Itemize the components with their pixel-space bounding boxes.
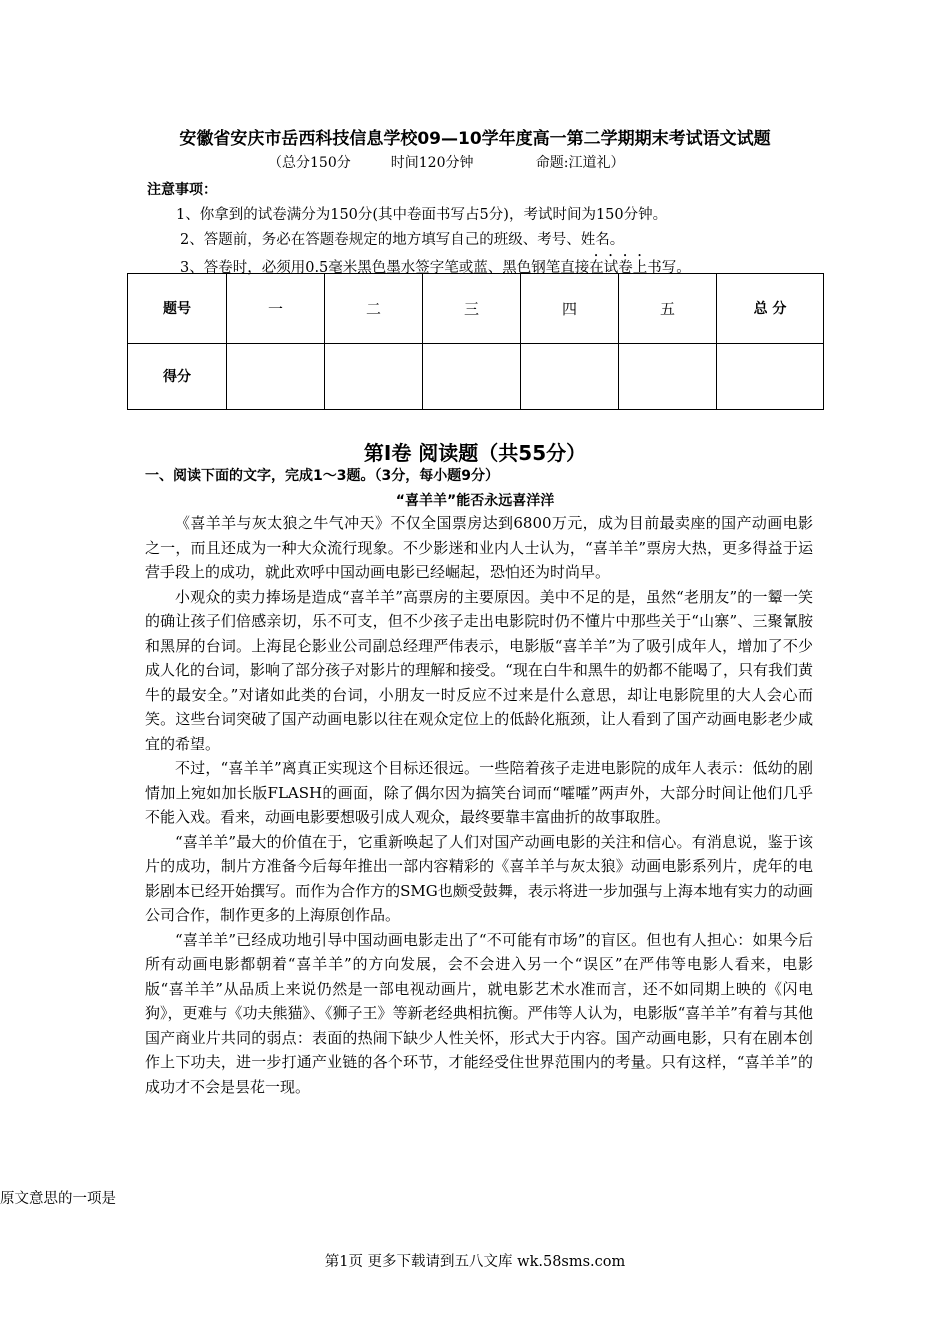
exam-subtitle: （总分150分 时间120分钟 命题:江道礼） [268, 155, 625, 171]
article-paragraph: “喜羊羊”最大的价值在于，它重新唤起了人们对国产动画电影的关注和信心。有消息说，鉴于该片的成功，制片方准备今后每年推出一部内容精彩的《喜羊羊与灰太狼》动画电影系列片，虎年的电影剧本已经开始撰写。而作为合作方的SMG也颇受鼓舞，表示将进一步加强与上海本地有实力的动画公司合作，制作更多的上海原创作品。 [145, 832, 813, 924]
score-cell-header: 三 [423, 274, 521, 344]
score-table [127, 273, 824, 410]
notice-heading: 注意事项： [147, 182, 217, 198]
score-cell-empty [227, 343, 325, 409]
score-cell-score-label: 得分 [128, 343, 227, 409]
section-title: 第Ⅰ卷 阅读题（共55分） [363, 441, 587, 465]
score-cell-total: 总 分 [717, 274, 824, 344]
score-cell-empty [325, 343, 423, 409]
notice-item-3-text: 3、答卷时，必须用0.5毫米黑色墨水签字笔或蓝、黑色钢笔直接 [180, 260, 590, 276]
score-cell-header: 五 [619, 274, 717, 344]
score-cell-header: 二 [325, 274, 423, 344]
notice-item-1: 1、你拿到的试卷满分为150分(其中卷面书写占5分)，考试时间为150分钟。 [176, 207, 668, 223]
score-table-score-row [128, 343, 824, 409]
score-cell-empty [619, 343, 717, 409]
notice-item-2: 2、答题前，务必在答题卷规定的地方填写自己的班级、考号、姓名。 [180, 232, 625, 248]
notice-item-3-emphasis: 在试卷上 [589, 260, 648, 276]
article-paragraph: 小观众的卖力捧场是造成“喜羊羊”高票房的主要原因。美中不足的是，虽然“老朋友”的一颦一笑的确让孩子们倍感亲切，乐不可支，但不少孩子走出电影院时仍不懂片中那些关于“山寨”、三聚氰胺和黑屏的台词。上海昆仑影业公司副总经理严伟表示，电影版“喜羊羊”为了吸引成年人，增加了不少成人化的台词，影响了部分孩子对影片的理解和接受。“现在白牛和黑牛的奶都不能喝了，只有我们黄牛的最安全。”对诸如此类的台词，小朋友一时反应不过来是什么意思，却让电影院里的大人会心而笑。这些台词突破了国产动画电影以往在观众定位上的低龄化瓶颈，让人看到了国产动画电影老少咸宜的希望。 [145, 587, 813, 753]
article-body [145, 511, 813, 1099]
score-cell-header: 一 [227, 274, 325, 344]
score-cell-empty [717, 343, 824, 409]
article-paragraph: “喜羊羊”已经成功地引导中国动画电影走出了“不可能有市场”的盲区。但也有人担心：如果今后所有动画电影都朝着“喜羊羊”的方向发展，会不会进入另一个“误区”在严伟等电影人看来，电影版“喜羊羊”从品质上来说仍然是一部电视动画片，就电影艺术水准而言，还不如同期上映的《闪电狗》，更难与《功夫熊猫》、《狮子王》等新老经典相抗衡。严伟等人认为，电影版“喜羊羊”有着与其他国产商业片共同的弱点：表面的热闹下缺少人性关怀，形式大于内容。国产动画电影，只有在剧本创作上下功夫，进一步打通产业链的各个环节，才能经受住世界范围内的考量。只有这样，“喜羊羊”的成功才不会是昙花一现。 [145, 930, 813, 1096]
article-paragraph: 不过，“喜羊羊”离真正实现这个目标还很远。一些陪着孩子走进电影院的成年人表示：低幼的剧情加上宛如加长版FLASH的画面，除了偶尔因为搞笑台词而“嚯嚯”两声外，大部分时间让他们几乎不能入戏。看来，动画电影要想吸引成人观众，最终要靠丰富曲折的故事取胜。 [145, 759, 813, 826]
question-heading: 一、阅读下面的文字，完成1～3题。（3分，每小题9分） [145, 468, 499, 484]
page-footer: 第1页 更多下载请到五八文库 wk.58sms.com [324, 1254, 626, 1270]
score-cell-empty [521, 343, 619, 409]
score-cell-label: 题号 [128, 274, 227, 344]
score-cell-header: 四 [521, 274, 619, 344]
score-table-header-row [128, 274, 824, 344]
score-cell-empty [423, 343, 521, 409]
exam-title: 安徽省安庆市岳西科技信息学校09—10学年度高一第二学期期末考试语文试题 [179, 129, 771, 149]
article-title: “喜羊羊”能否永远喜洋洋 [395, 493, 555, 509]
article-paragraph: 《喜羊羊与灰太狼之牛气冲天》不仅全国票房达到6800万元，成为目前最卖座的国产动画电影之一，而且还成为一种大众流行现象。不少影迷和业内人士认为，“喜羊羊”票房大热，更多得益于运营手段上的成功，就此欢呼中国动画电影已经崛起，恐怕还为时尚早。 [145, 514, 813, 581]
notice-item-3-tail: 书写。 [647, 260, 691, 276]
stray-text: 原文意思的一项是 [0, 1191, 116, 1207]
